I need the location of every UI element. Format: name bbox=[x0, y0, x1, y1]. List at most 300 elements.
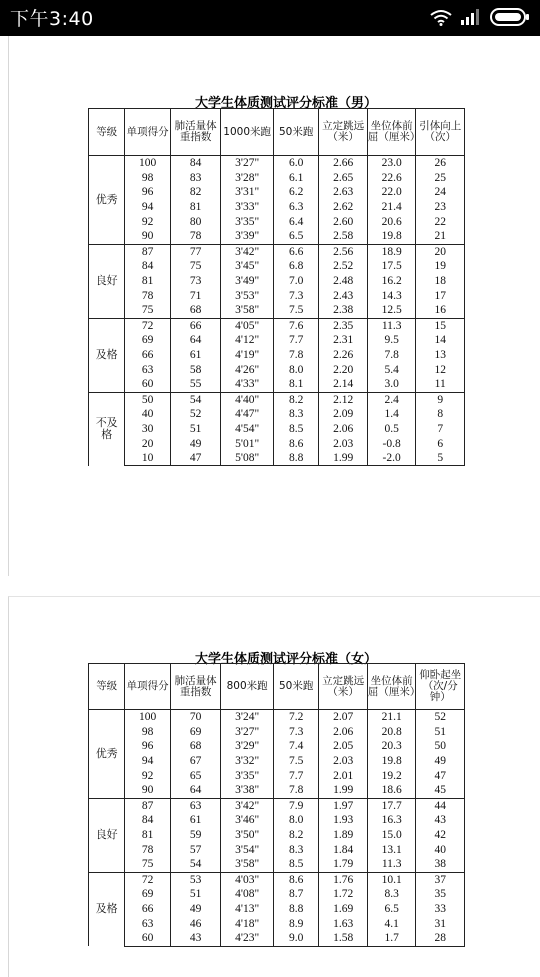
table-cell: 30 bbox=[125, 422, 170, 437]
table-cell: 7.0 bbox=[273, 274, 318, 289]
table-cell: 3'28" bbox=[221, 171, 274, 186]
table-cell: 43 bbox=[416, 813, 465, 828]
table-cell: 35 bbox=[416, 887, 465, 902]
header-cell: 仰卧起坐（次/分钟） bbox=[416, 664, 465, 710]
table-row bbox=[89, 783, 465, 798]
table-row bbox=[89, 200, 465, 215]
grade-cell: 及格 bbox=[89, 872, 125, 946]
table-cell: 66 bbox=[170, 318, 221, 333]
table-cell: 10 bbox=[125, 451, 170, 466]
header-cell: 肺活量体重指数 bbox=[170, 664, 221, 710]
table-cell: 14 bbox=[416, 333, 465, 348]
table-cell: 82 bbox=[170, 185, 221, 200]
table-cell: 49 bbox=[170, 436, 221, 451]
table-cell: 4'33" bbox=[221, 377, 274, 392]
table-cell: 9.5 bbox=[367, 333, 416, 348]
table-cell: 60 bbox=[125, 377, 170, 392]
table-cell: 14.3 bbox=[367, 288, 416, 303]
table-cell: 2.58 bbox=[319, 229, 368, 244]
table-row bbox=[89, 872, 465, 887]
table-cell: 28 bbox=[416, 931, 465, 946]
table-cell: 1.72 bbox=[319, 887, 368, 902]
table-row bbox=[89, 318, 465, 333]
table-cell: 4'08" bbox=[221, 887, 274, 902]
table-cell: 6.2 bbox=[273, 185, 318, 200]
table-cell: 4'26" bbox=[221, 362, 274, 377]
table-cell: 7.8 bbox=[273, 783, 318, 798]
table-cell: 7.2 bbox=[273, 710, 318, 725]
table-row bbox=[89, 725, 465, 740]
table-cell: 9 bbox=[416, 392, 465, 407]
table-cell: 18.6 bbox=[367, 783, 416, 798]
score-table-male bbox=[88, 108, 465, 466]
table-cell: 8.8 bbox=[273, 902, 318, 917]
table-cell: 7.5 bbox=[273, 303, 318, 318]
table-cell: 25 bbox=[416, 171, 465, 186]
table-cell: 1.58 bbox=[319, 931, 368, 946]
table-cell: 47 bbox=[170, 451, 221, 466]
table-row bbox=[89, 857, 465, 872]
table-cell: 3'54" bbox=[221, 842, 274, 857]
grade-cell: 不及格 bbox=[89, 392, 125, 466]
table-cell: 63 bbox=[170, 798, 221, 813]
table-row bbox=[89, 842, 465, 857]
table-row bbox=[89, 710, 465, 725]
table-cell: 5'01" bbox=[221, 436, 274, 451]
table-cell: 8.3 bbox=[273, 842, 318, 857]
grade-cell: 良好 bbox=[89, 798, 125, 872]
table-cell: 71 bbox=[170, 288, 221, 303]
table-cell: 75 bbox=[170, 259, 221, 274]
table-cell: 23 bbox=[416, 200, 465, 215]
table-cell: 12 bbox=[416, 362, 465, 377]
header-cell: 1000米跑 bbox=[221, 109, 274, 156]
table-cell: 68 bbox=[170, 303, 221, 318]
table-cell: 2.05 bbox=[319, 739, 368, 754]
table-cell: 3'35" bbox=[221, 768, 274, 783]
table-cell: 31 bbox=[416, 916, 465, 931]
table-cell: 60 bbox=[125, 931, 170, 946]
table-cell: 4'05" bbox=[221, 318, 274, 333]
header-cell: 等级 bbox=[89, 109, 125, 156]
table-row bbox=[89, 887, 465, 902]
table-cell: 53 bbox=[170, 872, 221, 887]
table-cell: 21.1 bbox=[367, 710, 416, 725]
table-cell: 47 bbox=[416, 768, 465, 783]
table-cell: 75 bbox=[125, 303, 170, 318]
header-cell: 50米跑 bbox=[273, 109, 318, 156]
table-row bbox=[89, 362, 465, 377]
table-cell: 1.76 bbox=[319, 872, 368, 887]
table-cell: 21 bbox=[416, 229, 465, 244]
header-cell: 立定跳远（米） bbox=[319, 664, 368, 710]
table-cell: 13 bbox=[416, 348, 465, 363]
table-cell: 3'39" bbox=[221, 229, 274, 244]
table-cell: 3'38" bbox=[221, 783, 274, 798]
table-cell: 66 bbox=[125, 902, 170, 917]
table-cell: 92 bbox=[125, 768, 170, 783]
table-cell: 70 bbox=[170, 710, 221, 725]
table-cell: 1.4 bbox=[367, 407, 416, 422]
table-cell: 37 bbox=[416, 872, 465, 887]
table-cell: 54 bbox=[170, 392, 221, 407]
document-viewer[interactable] bbox=[0, 36, 540, 960]
table-cell: 17.7 bbox=[367, 798, 416, 813]
table-cell: 2.14 bbox=[319, 377, 368, 392]
table-cell: 87 bbox=[125, 798, 170, 813]
table-cell: 11.3 bbox=[367, 318, 416, 333]
table-cell: 63 bbox=[125, 362, 170, 377]
table-cell: 1.84 bbox=[319, 842, 368, 857]
table-cell: 78 bbox=[125, 288, 170, 303]
table-row bbox=[89, 422, 465, 437]
table-cell: 3'42" bbox=[221, 798, 274, 813]
table-cell: 63 bbox=[125, 916, 170, 931]
table-cell: 77 bbox=[170, 244, 221, 259]
table-cell: 3'45" bbox=[221, 259, 274, 274]
grade-cell: 良好 bbox=[89, 244, 125, 318]
table-cell: 1.99 bbox=[319, 451, 368, 466]
table-cell: 4'47" bbox=[221, 407, 274, 422]
table-row bbox=[89, 333, 465, 348]
table-cell: 6.0 bbox=[273, 156, 318, 171]
table-cell: 84 bbox=[170, 156, 221, 171]
table-cell: 20.3 bbox=[367, 739, 416, 754]
table-cell: 2.60 bbox=[319, 214, 368, 229]
table-cell: 3'33" bbox=[221, 200, 274, 215]
table-row bbox=[89, 229, 465, 244]
table-row bbox=[89, 828, 465, 843]
table-cell: 2.43 bbox=[319, 288, 368, 303]
table-cell: 8.2 bbox=[273, 828, 318, 843]
table-cell: 7.8 bbox=[367, 348, 416, 363]
table-cell: 7.7 bbox=[273, 768, 318, 783]
table-cell: 2.06 bbox=[319, 725, 368, 740]
table-cell: 61 bbox=[170, 348, 221, 363]
table-cell: 96 bbox=[125, 185, 170, 200]
table-cell: 3'35" bbox=[221, 214, 274, 229]
table-row bbox=[89, 931, 465, 946]
table-cell: 16.3 bbox=[367, 813, 416, 828]
table-cell: 78 bbox=[170, 229, 221, 244]
table-row bbox=[89, 407, 465, 422]
table-cell: 8.5 bbox=[273, 422, 318, 437]
table-cell: 96 bbox=[125, 739, 170, 754]
table-cell: 3'53" bbox=[221, 288, 274, 303]
table-cell: 8.3 bbox=[273, 407, 318, 422]
table-cell: 17.5 bbox=[367, 259, 416, 274]
table-cell: 5 bbox=[416, 451, 465, 466]
table-cell: 3'24" bbox=[221, 710, 274, 725]
table-cell: 19.8 bbox=[367, 229, 416, 244]
table-cell: 23.0 bbox=[367, 156, 416, 171]
table-row bbox=[89, 244, 465, 259]
table-cell: 5.4 bbox=[367, 362, 416, 377]
table-cell: 18.9 bbox=[367, 244, 416, 259]
header-cell: 肺活量体重指数 bbox=[170, 109, 221, 156]
table-row bbox=[89, 377, 465, 392]
table-cell: 8.8 bbox=[273, 451, 318, 466]
table-cell: 7.8 bbox=[273, 348, 318, 363]
table-cell: 8.9 bbox=[273, 916, 318, 931]
table-cell: 4.1 bbox=[367, 916, 416, 931]
table-cell: 57 bbox=[170, 842, 221, 857]
table-cell: 1.69 bbox=[319, 902, 368, 917]
table-cell: 18 bbox=[416, 274, 465, 289]
signal-icon bbox=[461, 9, 481, 25]
table-cell: 8.6 bbox=[273, 436, 318, 451]
table-cell: 2.01 bbox=[319, 768, 368, 783]
table-cell: 22.0 bbox=[367, 185, 416, 200]
table-cell: 84 bbox=[125, 259, 170, 274]
header-cell: 立定跳远（米） bbox=[319, 109, 368, 156]
table-cell: 6.6 bbox=[273, 244, 318, 259]
document-page-2 bbox=[8, 596, 540, 977]
table-row bbox=[89, 348, 465, 363]
table-cell: 84 bbox=[125, 813, 170, 828]
table-cell: 4'03" bbox=[221, 872, 274, 887]
table-cell: 19 bbox=[416, 259, 465, 274]
table-cell: 2.09 bbox=[319, 407, 368, 422]
table-cell: 65 bbox=[170, 768, 221, 783]
table-cell: 2.63 bbox=[319, 185, 368, 200]
table-header-row bbox=[89, 664, 465, 710]
table-cell: 3'29" bbox=[221, 739, 274, 754]
table-cell: 10.1 bbox=[367, 872, 416, 887]
table-cell: 51 bbox=[170, 422, 221, 437]
table-cell: 2.12 bbox=[319, 392, 368, 407]
table-cell: 54 bbox=[170, 857, 221, 872]
table-cell: 83 bbox=[170, 171, 221, 186]
table-cell: 81 bbox=[170, 200, 221, 215]
table-cell: 87 bbox=[125, 244, 170, 259]
table-row bbox=[89, 156, 465, 171]
table-header-row bbox=[89, 109, 465, 156]
table-cell: 73 bbox=[170, 274, 221, 289]
table-cell: 15 bbox=[416, 318, 465, 333]
table-cell: 2.26 bbox=[319, 348, 368, 363]
status-icons bbox=[430, 8, 530, 26]
table-row bbox=[89, 739, 465, 754]
table-title-female: 大学生体质测试评分标准（女） bbox=[194, 652, 377, 667]
table-cell: 69 bbox=[125, 887, 170, 902]
table-cell: 2.06 bbox=[319, 422, 368, 437]
table-cell: 94 bbox=[125, 200, 170, 215]
table-cell: 6.4 bbox=[273, 214, 318, 229]
table-cell: 33 bbox=[416, 902, 465, 917]
table-cell: 78 bbox=[125, 842, 170, 857]
table-cell: 67 bbox=[170, 754, 221, 769]
table-row bbox=[89, 768, 465, 783]
table-cell: 100 bbox=[125, 156, 170, 171]
table-cell: 6.8 bbox=[273, 259, 318, 274]
table-cell: 7 bbox=[416, 422, 465, 437]
table-cell: 2.38 bbox=[319, 303, 368, 318]
table-cell: 40 bbox=[416, 842, 465, 857]
table-cell: 72 bbox=[125, 318, 170, 333]
header-cell: 单项得分 bbox=[125, 664, 170, 710]
table-cell: 20.6 bbox=[367, 214, 416, 229]
table-cell: 21.4 bbox=[367, 200, 416, 215]
table-cell: 8.5 bbox=[273, 857, 318, 872]
wifi-icon bbox=[430, 9, 452, 26]
table-cell: 7.5 bbox=[273, 754, 318, 769]
table-row bbox=[89, 916, 465, 931]
table-row bbox=[89, 754, 465, 769]
table-cell: 50 bbox=[416, 739, 465, 754]
table-row bbox=[89, 902, 465, 917]
table-cell: 3'42" bbox=[221, 244, 274, 259]
table-cell: 66 bbox=[125, 348, 170, 363]
table-cell: 0.5 bbox=[367, 422, 416, 437]
table-cell: 46 bbox=[170, 916, 221, 931]
table-cell: 1.63 bbox=[319, 916, 368, 931]
table-cell: 4'19" bbox=[221, 348, 274, 363]
table-cell: 2.03 bbox=[319, 436, 368, 451]
table-cell: 4'13" bbox=[221, 902, 274, 917]
table-cell: 7.3 bbox=[273, 288, 318, 303]
status-time: 下午3:40 bbox=[10, 8, 94, 30]
table-cell: 81 bbox=[125, 274, 170, 289]
table-row bbox=[89, 451, 465, 466]
table-cell: 4'18" bbox=[221, 916, 274, 931]
table-cell: 2.4 bbox=[367, 392, 416, 407]
table-cell: 51 bbox=[416, 725, 465, 740]
table-cell: 15.0 bbox=[367, 828, 416, 843]
table-cell: 8.2 bbox=[273, 392, 318, 407]
table-cell: 40 bbox=[125, 407, 170, 422]
table-cell: 24 bbox=[416, 185, 465, 200]
table-cell: 98 bbox=[125, 171, 170, 186]
table-cell: 3'27" bbox=[221, 725, 274, 740]
table-cell: 2.31 bbox=[319, 333, 368, 348]
table-cell: 6 bbox=[416, 436, 465, 451]
table-cell: 17 bbox=[416, 288, 465, 303]
table-cell: 52 bbox=[170, 407, 221, 422]
table-cell: 7.7 bbox=[273, 333, 318, 348]
header-cell: 坐位体前屈（厘米） bbox=[367, 109, 416, 156]
table-cell: 8.0 bbox=[273, 813, 318, 828]
table-cell: 12.5 bbox=[367, 303, 416, 318]
table-cell: 44 bbox=[416, 798, 465, 813]
table-cell: 51 bbox=[170, 887, 221, 902]
table-cell: 3'46" bbox=[221, 813, 274, 828]
table-cell: 3.0 bbox=[367, 377, 416, 392]
header-cell: 单项得分 bbox=[125, 109, 170, 156]
table-cell: 3'49" bbox=[221, 274, 274, 289]
table-row bbox=[89, 436, 465, 451]
table-cell: 1.79 bbox=[319, 857, 368, 872]
table-cell: -0.8 bbox=[367, 436, 416, 451]
table-row bbox=[89, 274, 465, 289]
table-row bbox=[89, 303, 465, 318]
table-cell: 3'27" bbox=[221, 156, 274, 171]
table-cell: 16.2 bbox=[367, 274, 416, 289]
table-row bbox=[89, 259, 465, 274]
table-cell: 69 bbox=[170, 725, 221, 740]
table-cell: 20.8 bbox=[367, 725, 416, 740]
table-cell: 3'58" bbox=[221, 857, 274, 872]
table-cell: 8.1 bbox=[273, 377, 318, 392]
table-row bbox=[89, 185, 465, 200]
table-cell: 1.7 bbox=[367, 931, 416, 946]
table-cell: 49 bbox=[170, 902, 221, 917]
table-cell: 2.03 bbox=[319, 754, 368, 769]
table-cell: 100 bbox=[125, 710, 170, 725]
header-cell: 坐位体前屈（厘米） bbox=[367, 664, 416, 710]
table-cell: 2.62 bbox=[319, 200, 368, 215]
table-cell: 64 bbox=[170, 333, 221, 348]
header-cell: 800米跑 bbox=[221, 664, 274, 710]
document-page-1 bbox=[8, 36, 540, 576]
table-cell: 90 bbox=[125, 783, 170, 798]
table-cell: 92 bbox=[125, 214, 170, 229]
table-cell: 4'40" bbox=[221, 392, 274, 407]
table-row bbox=[89, 392, 465, 407]
table-cell: 64 bbox=[170, 783, 221, 798]
table-cell: 50 bbox=[125, 392, 170, 407]
table-cell: 7.6 bbox=[273, 318, 318, 333]
table-cell: 61 bbox=[170, 813, 221, 828]
table-cell: 20 bbox=[416, 244, 465, 259]
table-cell: 2.56 bbox=[319, 244, 368, 259]
table-cell: 2.65 bbox=[319, 171, 368, 186]
battery-icon bbox=[490, 8, 530, 26]
table-cell: 55 bbox=[170, 377, 221, 392]
table-row bbox=[89, 214, 465, 229]
table-cell: -2.0 bbox=[367, 451, 416, 466]
table-cell: 4'54" bbox=[221, 422, 274, 437]
table-cell: 8.3 bbox=[367, 887, 416, 902]
table-cell: 6.5 bbox=[367, 902, 416, 917]
table-cell: 4'23" bbox=[221, 931, 274, 946]
header-cell: 50米跑 bbox=[273, 664, 318, 710]
table-row bbox=[89, 171, 465, 186]
table-cell: 2.48 bbox=[319, 274, 368, 289]
status-bar bbox=[0, 0, 540, 36]
table-cell: 3'50" bbox=[221, 828, 274, 843]
table-cell: 9.0 bbox=[273, 931, 318, 946]
table-cell: 8.7 bbox=[273, 887, 318, 902]
table-cell: 19.8 bbox=[367, 754, 416, 769]
table-row bbox=[89, 288, 465, 303]
table-cell: 11 bbox=[416, 377, 465, 392]
table-cell: 81 bbox=[125, 828, 170, 843]
table-cell: 8.0 bbox=[273, 362, 318, 377]
table-cell: 98 bbox=[125, 725, 170, 740]
table-cell: 72 bbox=[125, 872, 170, 887]
table-cell: 43 bbox=[170, 931, 221, 946]
table-cell: 52 bbox=[416, 710, 465, 725]
table-cell: 94 bbox=[125, 754, 170, 769]
grade-cell: 及格 bbox=[89, 318, 125, 392]
table-cell: 42 bbox=[416, 828, 465, 843]
table-cell: 6.5 bbox=[273, 229, 318, 244]
grade-cell: 优秀 bbox=[89, 710, 125, 799]
header-cell: 引体向上（次） bbox=[416, 109, 465, 156]
table-cell: 22 bbox=[416, 214, 465, 229]
table-cell: 26 bbox=[416, 156, 465, 171]
table-cell: 1.93 bbox=[319, 813, 368, 828]
table-cell: 6.1 bbox=[273, 171, 318, 186]
table-cell: 69 bbox=[125, 333, 170, 348]
table-cell: 59 bbox=[170, 828, 221, 843]
table-cell: 2.52 bbox=[319, 259, 368, 274]
table-cell: 5'08" bbox=[221, 451, 274, 466]
table-cell: 2.20 bbox=[319, 362, 368, 377]
score-table-female bbox=[88, 663, 465, 947]
table-cell: 8 bbox=[416, 407, 465, 422]
